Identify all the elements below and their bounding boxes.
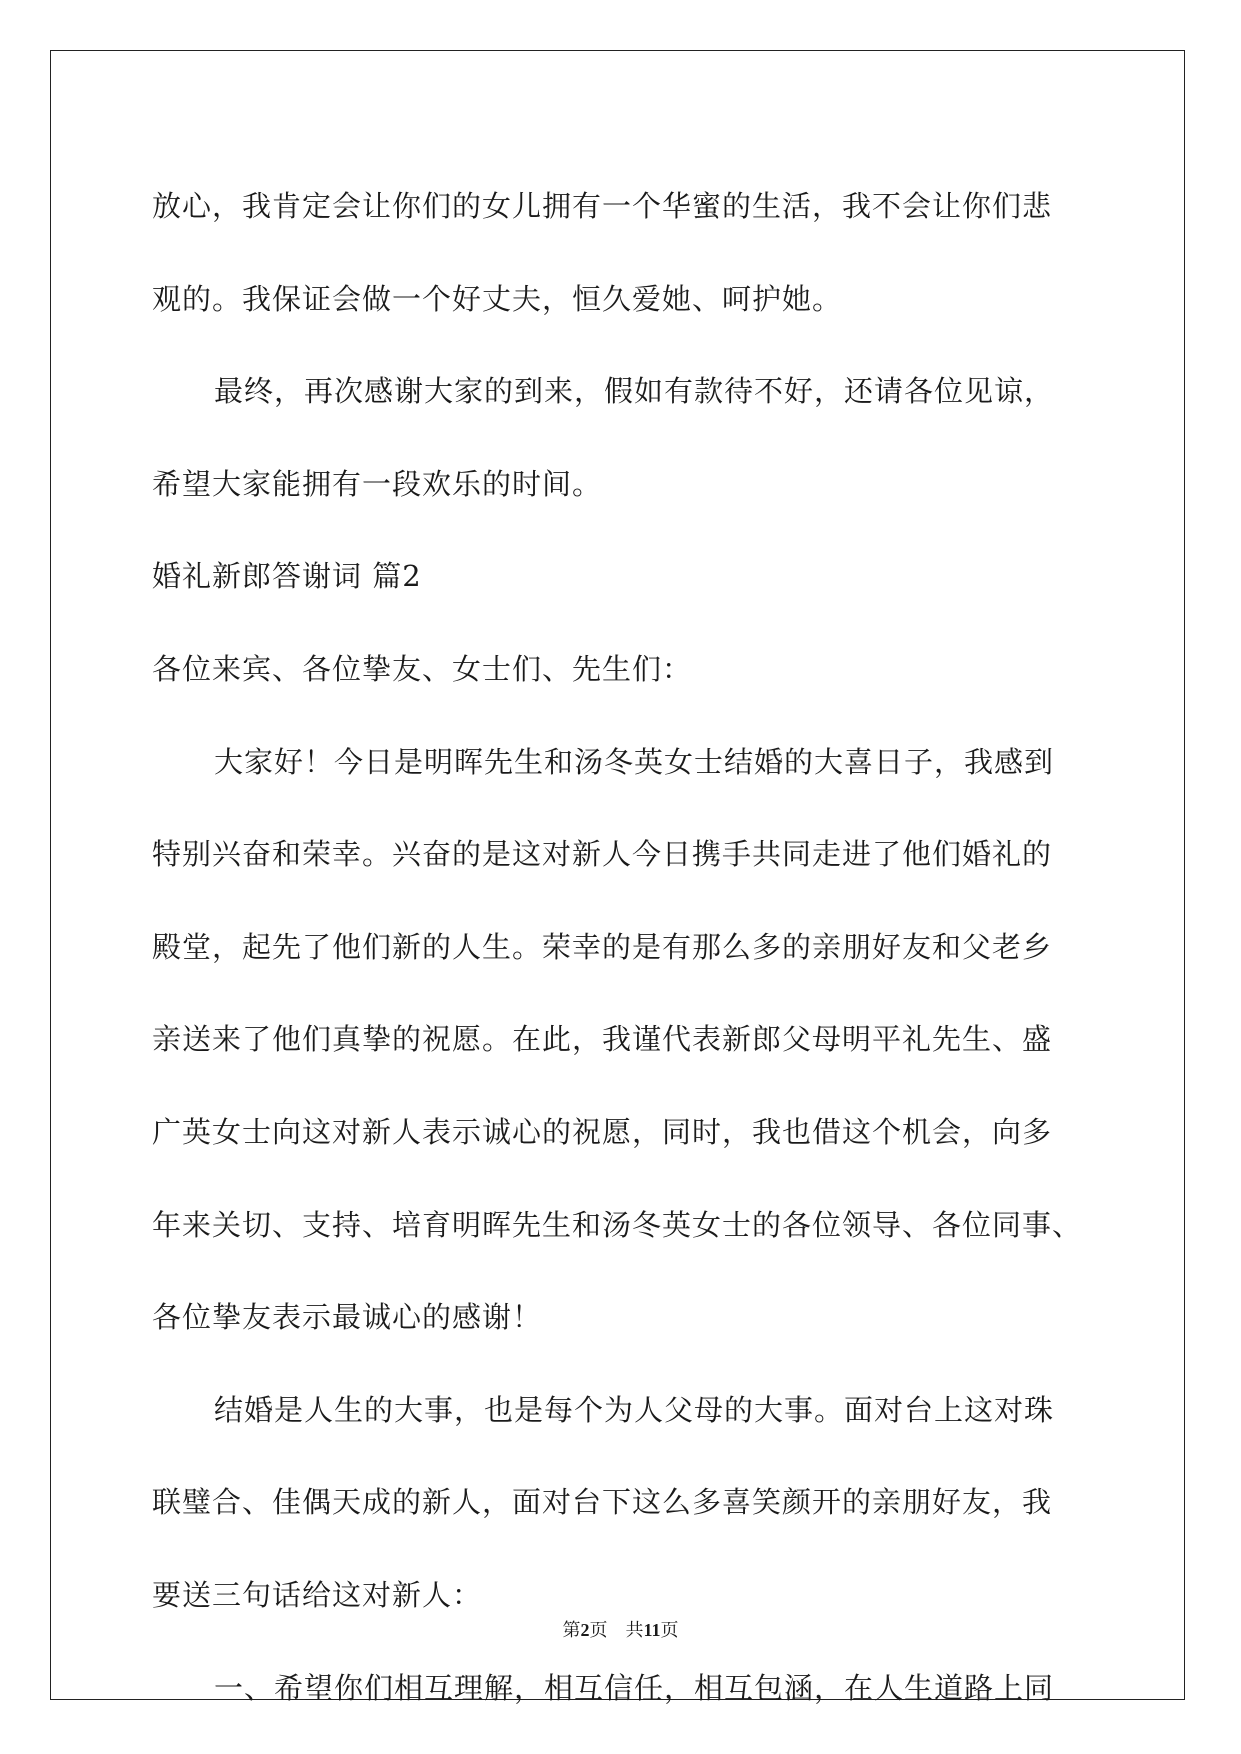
footer-page-suffix: 页 <box>589 1620 608 1640</box>
text-line: 最终，再次感谢大家的到来，假如有款待不好，还请各位见谅， <box>214 374 1055 409</box>
text-line: 联璧合、佳偶天成的新人，面对台下这么多喜笑颜开的亲朋好友，我 <box>152 1485 1053 1520</box>
document-body <box>152 160 1087 1734</box>
text-line: 亲送来了他们真挚的祝愿。在此，我谨代表新郎父母明平礼先生、盛 <box>152 1022 1053 1057</box>
footer-total-prefix: 共 <box>625 1620 644 1640</box>
text-line: 希望大家能拥有一段欢乐的时间。 <box>152 466 603 501</box>
text-line: 婚礼新郎答谢词 篇2 <box>152 559 422 594</box>
text-line: 观的。我保证会做一个好丈夫，恒久爱她、呵护她。 <box>152 281 843 316</box>
text-line: 结婚是人生的大事，也是每个为人父母的大事。面对台上这对珠 <box>214 1392 1055 1427</box>
text-line: 各位来宾、各位挚友、女士们、先生们： <box>152 651 693 686</box>
text-line: 要送三句话给这对新人： <box>152 1577 483 1612</box>
text-line: 广英女士向这对新人表示诚心的祝愿，同时，我也借这个机会，向多 <box>152 1114 1053 1149</box>
text-line: 特别兴奋和荣幸。兴奋的是这对新人今日携手共同走进了他们婚礼的 <box>152 837 1053 872</box>
text-line: 放心，我肯定会让你们的女儿拥有一个华蜜的生活，我不会让你们悲 <box>152 189 1053 223</box>
footer-page-prefix: 第 <box>562 1620 581 1640</box>
text-line: 大家好！今日是明晖先生和汤冬英女士结婚的大喜日子，我感到 <box>214 744 1055 779</box>
text-line: 年来关切、支持、培育明晖先生和汤冬英女士的各位领导、各位同事、 <box>152 1207 1083 1242</box>
text-line: 一、希望你们相互理解，相互信任，相互包涵，在人生道路上同 <box>214 1670 1055 1705</box>
page-footer <box>0 1616 1241 1642</box>
text-line: 各位挚友表示最诚心的感谢！ <box>152 1300 543 1335</box>
footer-page-number: 2 <box>580 1620 590 1640</box>
footer-total-number: 11 <box>643 1620 661 1640</box>
footer-total-suffix: 页 <box>660 1620 679 1640</box>
text-line: 殿堂，起先了他们新的人生。荣幸的是有那么多的亲朋好友和父老乡 <box>152 929 1053 964</box>
